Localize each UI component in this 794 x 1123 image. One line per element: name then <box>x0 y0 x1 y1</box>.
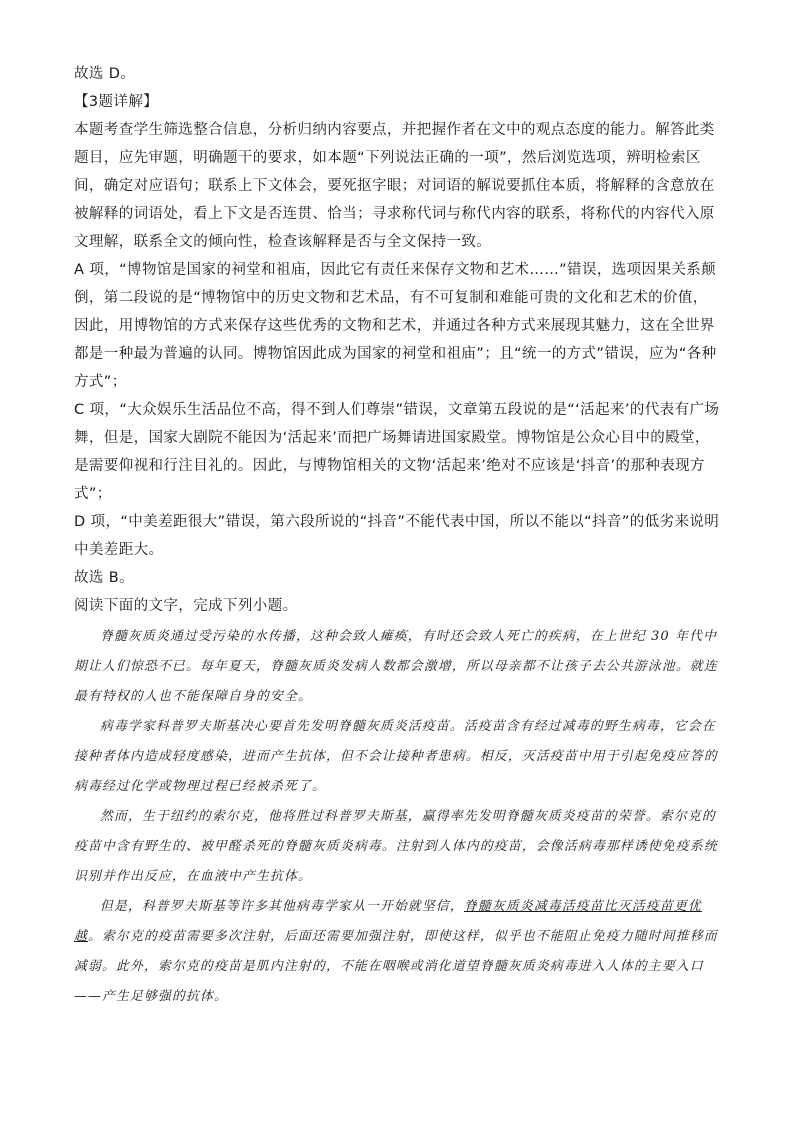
section-heading: 【3题详解】 <box>74 94 159 110</box>
passage-paragraph-4 <box>74 892 722 1012</box>
answer-choice-b: 故选 B。 <box>74 570 135 586</box>
paragraph-4-rest: 。索尔克的疫苗需要多次注射，后面还需要加强注射，即使这样，似乎也不能阻止免疫力随时间推移而减弱。此外，索尔克的疫苗是肌内注射的，不能在咽喉或消化道望脊髓灰质炎病毒进入人体的主要入口——产生足够强的抗体。 <box>74 929 718 1004</box>
passage-paragraph-3: 然而，生于纽约的索尔克，他将胜过科普罗夫斯基，赢得率先发明脊髓灰质炎疫苗的荣誉。索尔克的疫苗中含有野生的、被甲醛杀死的脊髓灰质炎病毒。注射到人体内的疫苗，会像活病毒那样诱使免疫系统识别并作出反应，在血液中产生抗体。 <box>74 809 718 884</box>
option-d-analysis: D 项，“中美差距很大”错误，第六段所说的“抖音”不能代表中国，所以不能以“抖音”的低劣来说明中美差距大。 <box>74 514 720 558</box>
option-c-analysis: C 项，“大众娱乐生活品位不高，得不到人们尊崇”错误，文章第五段说的是“‘活起来’的代表有广场舞，但是，国家大剧院不能因为‘活起来’而把广场舞请进国家殿堂。博物馆是公众心目中的殿堂，是需要仰视和行注目礼的。因此，与博物馆相关的文物‘活起来’绝对不应该是‘抖音’的那种表现方式”； <box>74 402 720 502</box>
option-a-analysis: A 项，“博物馆是国家的祠堂和祖庙，因此它有责任来保存文物和艺术……”错误，选项因果关系颠倒，第二段说的是“博物馆中的历史文物和艺术品，有不可复制和难能可贵的文化和艺术的价值，因此，用博物馆的方式来保存这些优秀的文物和艺术，并通过各种方式来展现其魅力，这在全世界都是一种最为普遍的认同。博物馆因此成为国家的祠堂和祖庙”；且“统一的方式”错误，应为“各种方式”； <box>74 262 717 390</box>
reading-instruction: 阅读下面的文字，完成下列小题。 <box>74 598 298 614</box>
answer-explanation <box>74 60 722 620</box>
paragraph-4-lead: 但是，科普罗夫斯基等许多其他病毒学家从一开始就坚信， <box>100 899 464 914</box>
reading-passage <box>74 622 722 1012</box>
underlined-sentence: 脊髓灰质炎减毒活疫苗比灭活疫苗更优越 <box>74 899 702 944</box>
passage-paragraph-1: 脊髓灰质炎通过受污染的水传播，这种会致人瘫痪，有时还会致人死亡的疾病，在上世纪 30 年代中期让人们惊恐不已。每年夏天，脊髓灰质炎发病人数都会激增，所以母亲都不让孩子去公共游泳池。就连最有特权的人也不能保障自身的安全。 <box>74 629 718 704</box>
answer-choice-d: 故选 D。 <box>74 66 136 82</box>
passage-paragraph-2: 病毒学家科普罗夫斯基决心要首先发明脊髓灰质炎活疫苗。活疫苗含有经过减毒的野生病毒，它会在接种者体内造成轻度感染，进而产生抗体，但不会让接种者患病。相反，灭活疫苗中用于引起免疫应答的病毒经过化学或物理过程已经被杀死了。 <box>74 719 718 794</box>
explanation-intro: 本题考查学生筛选整合信息，分析归纳内容要点，并把握作者在文中的观点态度的能力。解答此类题目，应先审题，明确题干的要求，如本题“下列说法正确的一项”，然后浏览选项，辨明检索区间，确定对应语句；联系上下文体会，要死抠字眼；对词语的解说要抓住本质，将解释的含意放在被解释的词语处，看上下文是否连贯、恰当；寻求称代词与称代内容的联系，将称代的内容代入原文理解，联系全文的倾向性，检查该解释是否与全文保持一致。 <box>74 122 715 250</box>
